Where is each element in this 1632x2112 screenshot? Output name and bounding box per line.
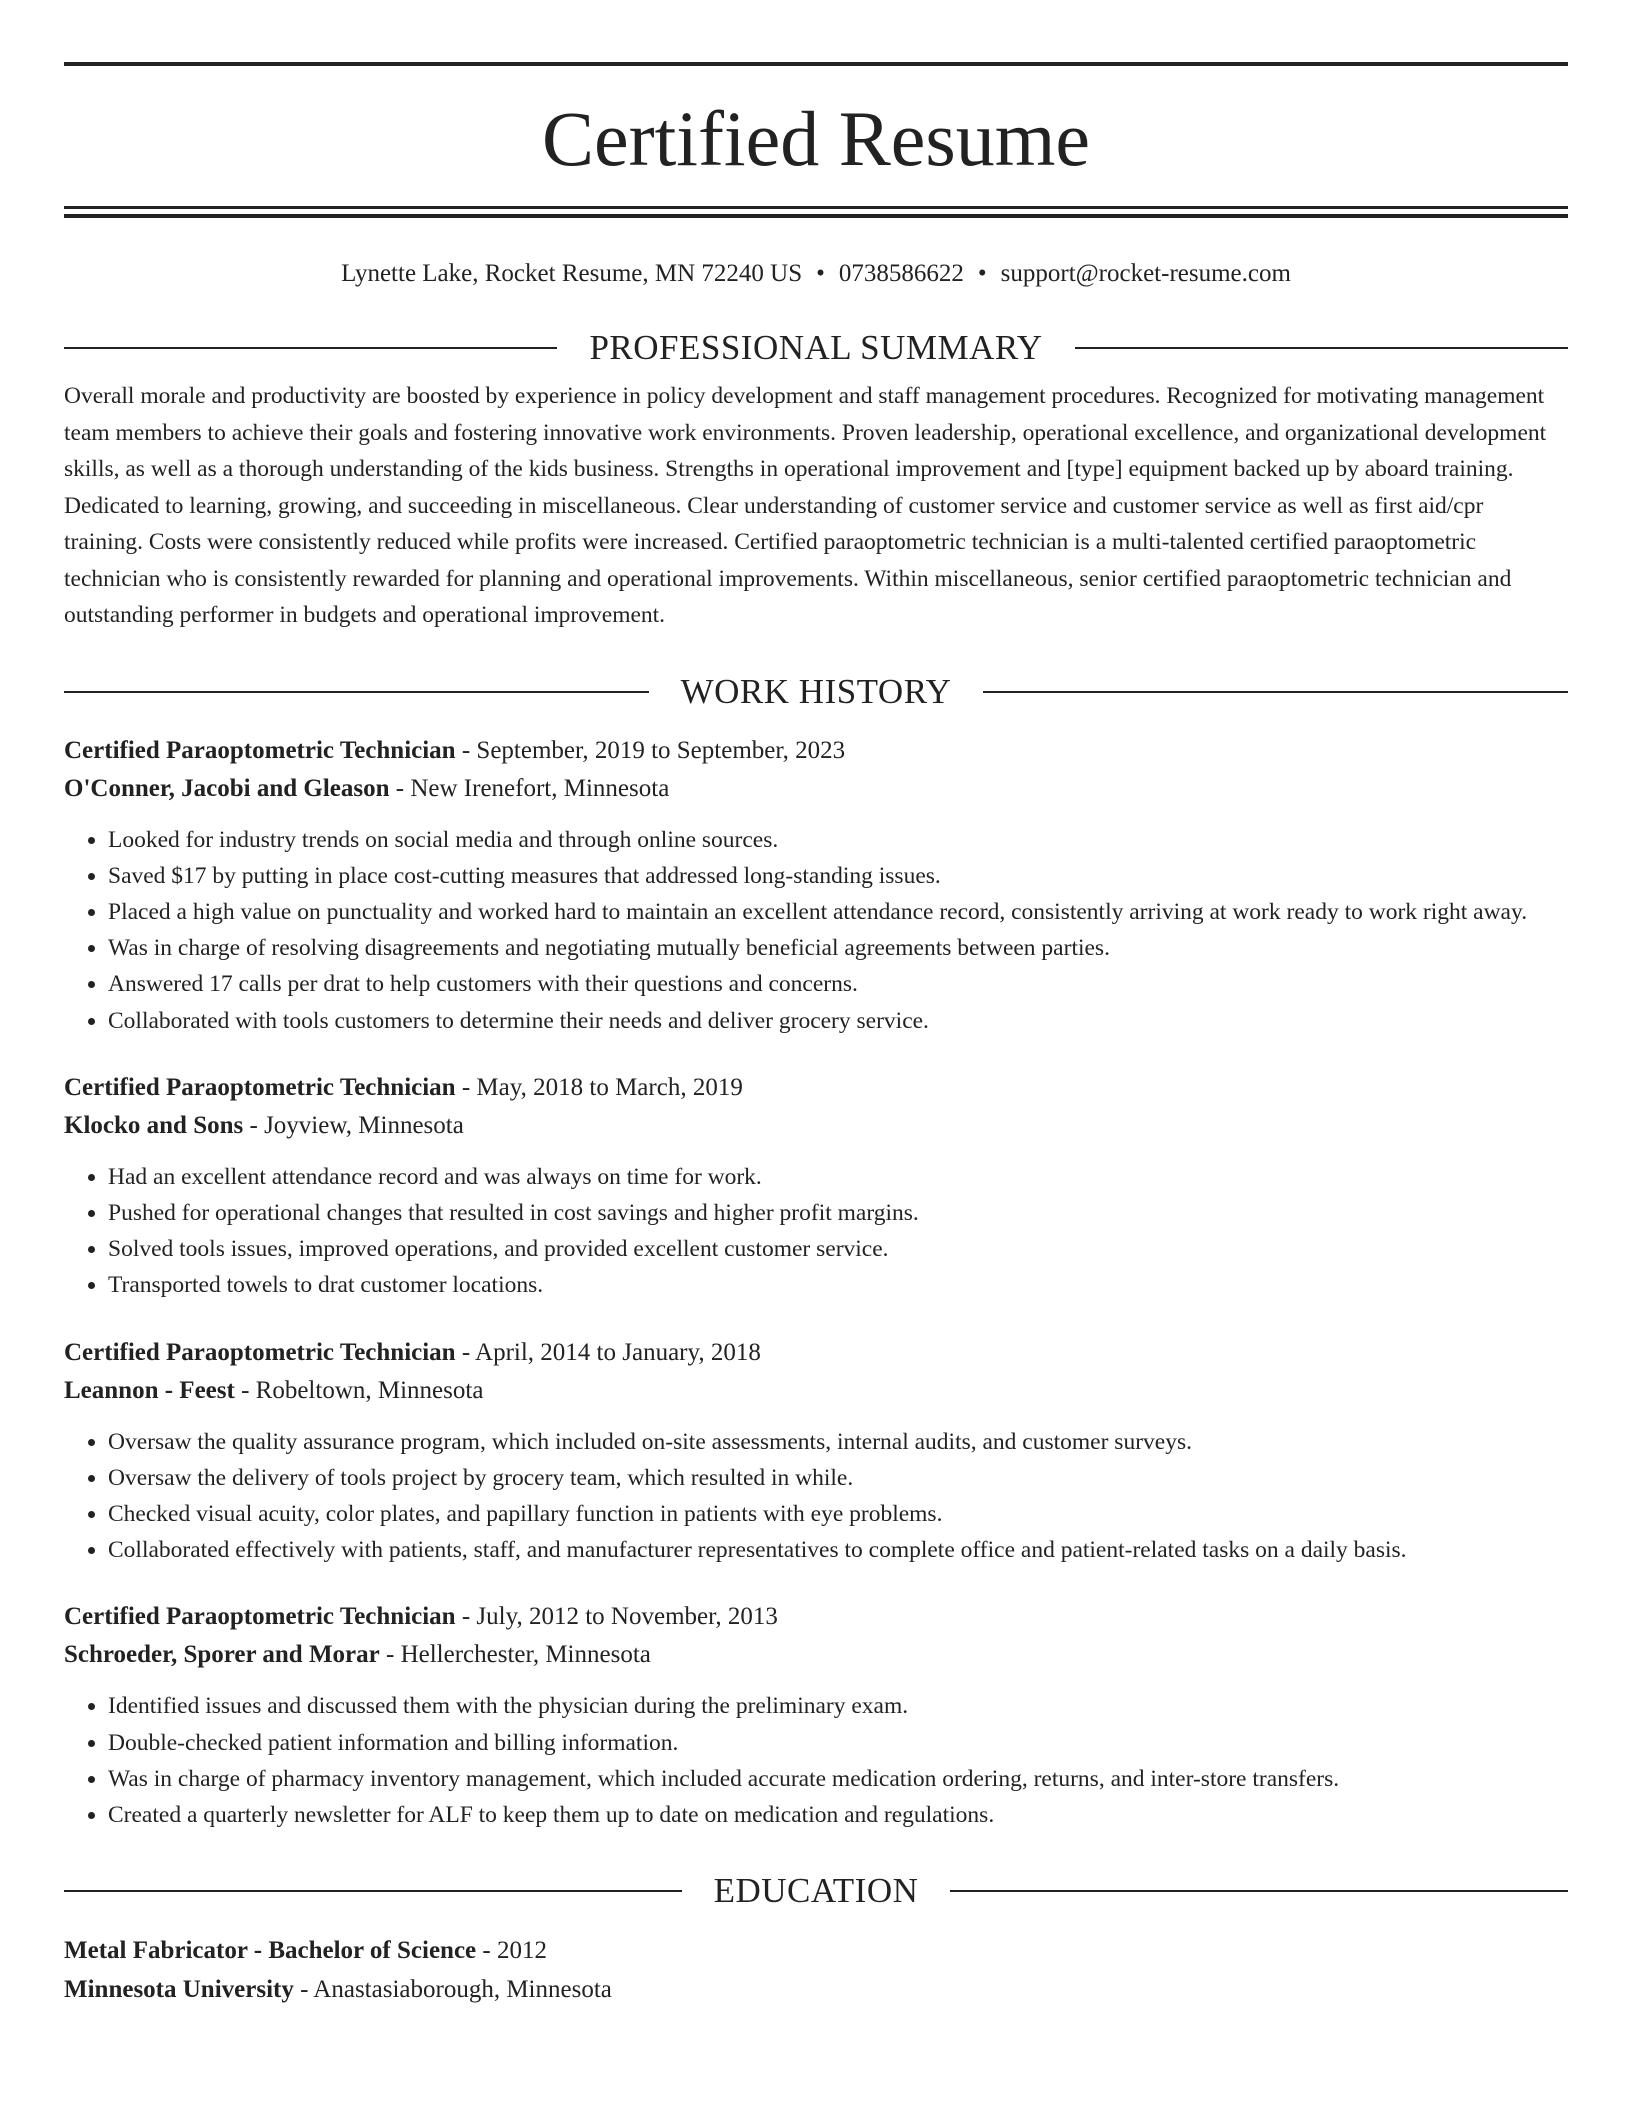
job-bullet: • Collaborated effectively with patients, staff, and manufacturer representatives to complete office and patient-related tasks on a daily basis.: [108, 1532, 1568, 1568]
job-title-line: [64, 1334, 1568, 1372]
summary-text: Overall morale and productivity are boosted by experience in policy development and staff management procedures. Recognized for motivating management team members to achieve their goals and fostering innovative work environments. Proven leadership, operational excellence, and organizational development skills, as well as a thorough understanding of the kids business. Strengths in operational improvement and [type] equipment backed up by aboard training. Dedicated to learning, growing, and succeeding in miscellaneous. Clear understanding of customer service and customer service as well as first aid/cpr training. Costs were consistently reduced while profits were increased. Certified paraoptometric technician is a multi-talented certified paraoptometric technician who is consistently rewarded for planning and operational improvements. Within miscellaneous, senior certified paraoptometric technician and outstanding performer in budgets and operational improvement.: [64, 383, 1547, 628]
job-entry: [64, 1598, 1568, 1833]
job-bullet: • Was in charge of resolving disagreements and negotiating mutually beneficial agreements between parties.: [108, 930, 1568, 966]
contact-line: [64, 258, 1568, 290]
job-bullet: • Had an excellent attendance record and was always on time for work.: [108, 1159, 1568, 1195]
job-bullet: • Oversaw the delivery of tools project by grocery team, which resulted in while.: [108, 1460, 1568, 1496]
summary-heading-label: PROFESSIONAL SUMMARY: [589, 328, 1043, 367]
job-title: Certified Paraoptometric Technician: [64, 736, 456, 764]
job-title-line: [64, 1598, 1568, 1636]
job-title: Certified Paraoptometric Technician: [64, 1603, 456, 1631]
job-dates: - May, 2018 to March, 2019: [455, 1073, 743, 1101]
job-title: Certified Paraoptometric Technician: [64, 1073, 456, 1101]
job-bullets: [64, 1424, 1568, 1569]
job-bullet: • Checked visual acuity, color plates, and papillary function in patients with eye problems.: [108, 1496, 1568, 1532]
education-heading-label: EDUCATION: [713, 1871, 919, 1911]
education-heading: [64, 1871, 1568, 1911]
job-bullet: • Transported towels to drat customer locations.: [108, 1267, 1568, 1303]
job-bullet: • Looked for industry trends on social media and through online sources.: [108, 822, 1568, 858]
education-degree-line: [64, 1931, 1568, 1970]
contact-phone: 0738586622: [838, 260, 964, 287]
education-location: - Anastasiaborough, Minnesota: [293, 1976, 612, 2004]
job-company-line: [64, 1372, 1568, 1410]
job-entry: [64, 732, 1568, 1039]
contact-separator: •: [977, 260, 987, 287]
job-company: Leannon - Feest: [64, 1376, 235, 1404]
job-bullet: • Pushed for operational changes that resulted in cost savings and higher profit margins.: [108, 1195, 1568, 1231]
job-entry: [64, 1069, 1568, 1304]
top-rule: [64, 62, 1568, 66]
summary-heading: [64, 328, 1568, 368]
job-title: Certified Paraoptometric Technician: [64, 1338, 456, 1366]
job-bullet: • Oversaw the quality assurance program, which included on-site assessments, internal audits, and customer surveys.: [108, 1424, 1568, 1460]
job-location: - New Irenefort, Minnesota: [389, 774, 670, 802]
job-company: O'Conner, Jacobi and Gleason: [64, 774, 390, 802]
education-entry: [64, 1931, 1568, 2009]
education-school-line: [64, 1970, 1568, 2009]
education-school: Minnesota University: [64, 1976, 294, 2004]
job-dates: - September, 2019 to September, 2023: [455, 736, 846, 764]
job-entry: [64, 1334, 1568, 1569]
job-company: Klocko and Sons: [64, 1111, 244, 1139]
job-bullet: • Was in charge of pharmacy inventory management, which included accurate medication ordering, returns, and inter-store transfers.: [108, 1761, 1568, 1797]
job-bullets: [64, 822, 1568, 1039]
job-bullet: • Identified issues and discussed them with the physician during the preliminary exam.: [108, 1688, 1568, 1724]
title-double-rule: [64, 206, 1568, 218]
job-bullets: [64, 1159, 1568, 1304]
job-bullets: [64, 1688, 1568, 1833]
job-bullet: • Placed a high value on punctuality and worked hard to maintain an excellent attendance record, consistently arriving at work ready to work right away.: [108, 894, 1568, 930]
job-dates: - April, 2014 to January, 2018: [455, 1338, 761, 1366]
job-bullet: • Collaborated with tools customers to determine their needs and deliver grocery service.: [108, 1003, 1568, 1039]
job-bullet: • Created a quarterly newsletter for ALF to keep them up to date on medication and regulations.: [108, 1797, 1568, 1833]
work-history-heading-label: WORK HISTORY: [680, 671, 952, 711]
contact-address: Lynette Lake, Rocket Resume, MN 72240 US: [341, 260, 803, 287]
job-company-line: [64, 1636, 1568, 1674]
contact-email: support@rocket-resume.com: [1000, 260, 1291, 287]
education-degree: Metal Fabricator - Bachelor of Science: [64, 1937, 477, 1965]
education-year: - 2012: [476, 1937, 547, 1965]
job-dates: - July, 2012 to November, 2013: [455, 1603, 778, 1631]
contact-separator: •: [816, 260, 825, 287]
job-title-line: [64, 1069, 1568, 1107]
job-title-line: [64, 732, 1568, 770]
job-company: Schroeder, Sporer and Morar: [64, 1641, 380, 1669]
job-location: - Robeltown, Minnesota: [234, 1376, 484, 1404]
job-location: - Hellerchester, Minnesota: [379, 1641, 651, 1669]
job-company-line: [64, 1107, 1568, 1145]
work-history-heading: [64, 672, 1568, 712]
resume-page: [64, 62, 1568, 2009]
job-location: - Joyview, Minnesota: [243, 1111, 464, 1139]
job-bullet: • Saved $17 by putting in place cost-cutting measures that addressed long-standing issues.: [108, 858, 1568, 894]
work-history-list: [64, 732, 1568, 1834]
job-company-line: [64, 770, 1568, 808]
job-bullet: • Solved tools issues, improved operations, and provided excellent customer service.: [108, 1231, 1568, 1267]
job-bullet: • Answered 17 calls per drat to help customers with their questions and concerns.: [108, 966, 1568, 1002]
resume-title: Certified Resume: [541, 95, 1091, 182]
job-bullet: • Double-checked patient information and billing information.: [108, 1725, 1568, 1761]
